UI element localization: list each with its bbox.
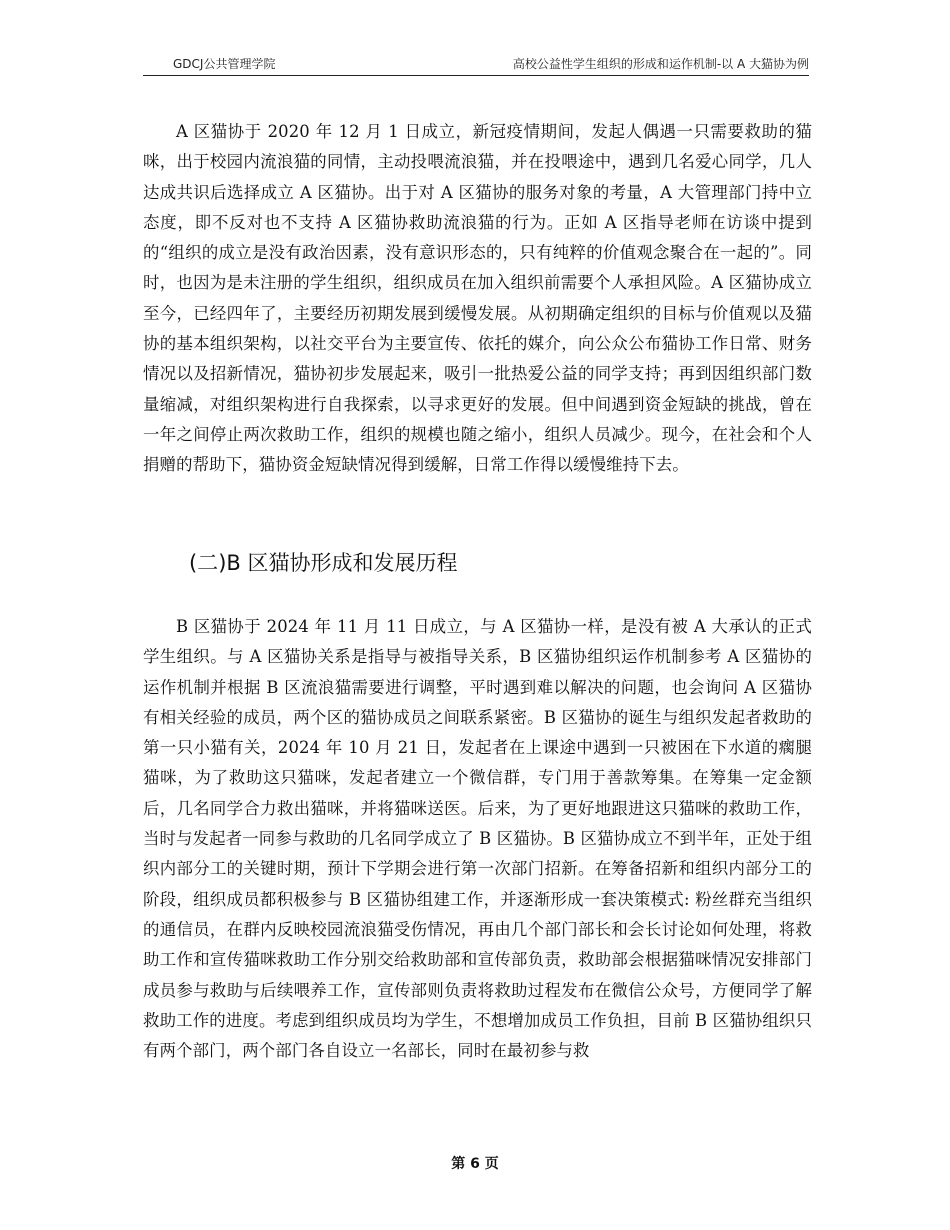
page-number: 第 6 页	[451, 1156, 499, 1172]
section-heading: (二)B 区猫协形成和发展历程	[189, 551, 458, 575]
body-paragraph-2: B 区猫协于 2024 年 11 月 11 日成立，与 A 区猫协一样，是没有被 A 大承认的正式学生组织。与 A 区猫协关系是指导与被指导关系，B 区猫协组织运作机制参考 A 区猫协的运作机制并根据 B 区流浪猫需要进行调整，平时遇到难以解决的问题，也会询问 A 区猫协有相关经验的成员，两个区的猫协成员之间联系紧密。B 区猫协的诞生与组织发起者救助的第一只小猫有关，2024 年 10 月 21 日，发起者在上课途中遇到一只被困在下水道的瘸腿猫咪，为了救助这只猫咪，发起者建立一个微信群，专门用于善款筹集。在筹集一定金额后，几名同学合力救出猫咪，并将猫咪送医。后来，为了更好地跟进这只猫咪的救助工作，当时与发起者一同参与救助的几名同学成立了 B 区猫协。B 区猫协成立不到半年，正处于组织内部分工的关键时期，预计下学期会进行第一次部门招新。在筹备招新和组织内部分工的阶段，组织成员都积极参与 B 区猫协组建工作，并逐渐形成一套决策模式: 粉丝群充当组织的通信员，在群内反映校园流浪猫受伤情况，再由几个部门部长和会长讨论如何处理，将救助工作和宣传猫咪救助工作分别交给救助部和宣传部负责，救助部会根据猫咪情况安排部门成员参与救助与后续喂养工作，宣传部则负责将救助过程发布在微信公众号，方便同学了解救助工作的进度。考虑到组织成员均为学生，不想增加成员工作负担，目前 B 区猫协组织只有两个部门，两个部门各自设立一名部长，同时在最初参与救	[143, 617, 813, 1061]
header-institution: GDCJ公共管理学院	[173, 57, 276, 71]
header-paper-title: 高校公益性学生组织的形成和运作机制-以 A 大猫协为例	[512, 57, 809, 71]
page-header	[143, 55, 809, 76]
body-paragraph-1: A 区猫协于 2020 年 12 月 1 日成立，新冠疫情期间，发起人偶遇一只需要救助的猫咪，出于校园内流浪猫的同情，主动投喂流浪猫，并在投喂途中，遇到几名爱心同学，几人达成共识后选择成立 A 区猫协。出于对 A 区猫协的服务对象的考量，A 大管理部门持中立态度，即不反对也不支持 A 区猫协救助流浪猫的行为。正如 A 区指导老师在访谈中提到的“组织的成立是没有政治因素，没有意识形态的，只有纯粹的价值观念聚合在一起的”。同时，也因为是未注册的学生组织，组织成员在加入组织前需要个人承担风险。A 区猫协成立至今，已经四年了，主要经历初期发展到缓慢发展。从初期确定组织的目标与价值观以及猫协的基本组织架构，以社交平台为主要宣传、依托的媒介，向公众公布猫协工作日常、财务情况以及招新情况，猫协初步发展起来，吸引一批热爱公益的同学支持；再到因组织部门数量缩减，对组织架构进行自我探索，以寻求更好的发展。但中间遇到资金短缺的挑战，曾在一年之间停止两次救助工作，组织的规模也随之缩小，组织人员减少。现今，在社会和个人捐赠的帮助下，猫协资金短缺情况得到缓解，日常工作得以缓慢维持下去。	[143, 122, 812, 475]
